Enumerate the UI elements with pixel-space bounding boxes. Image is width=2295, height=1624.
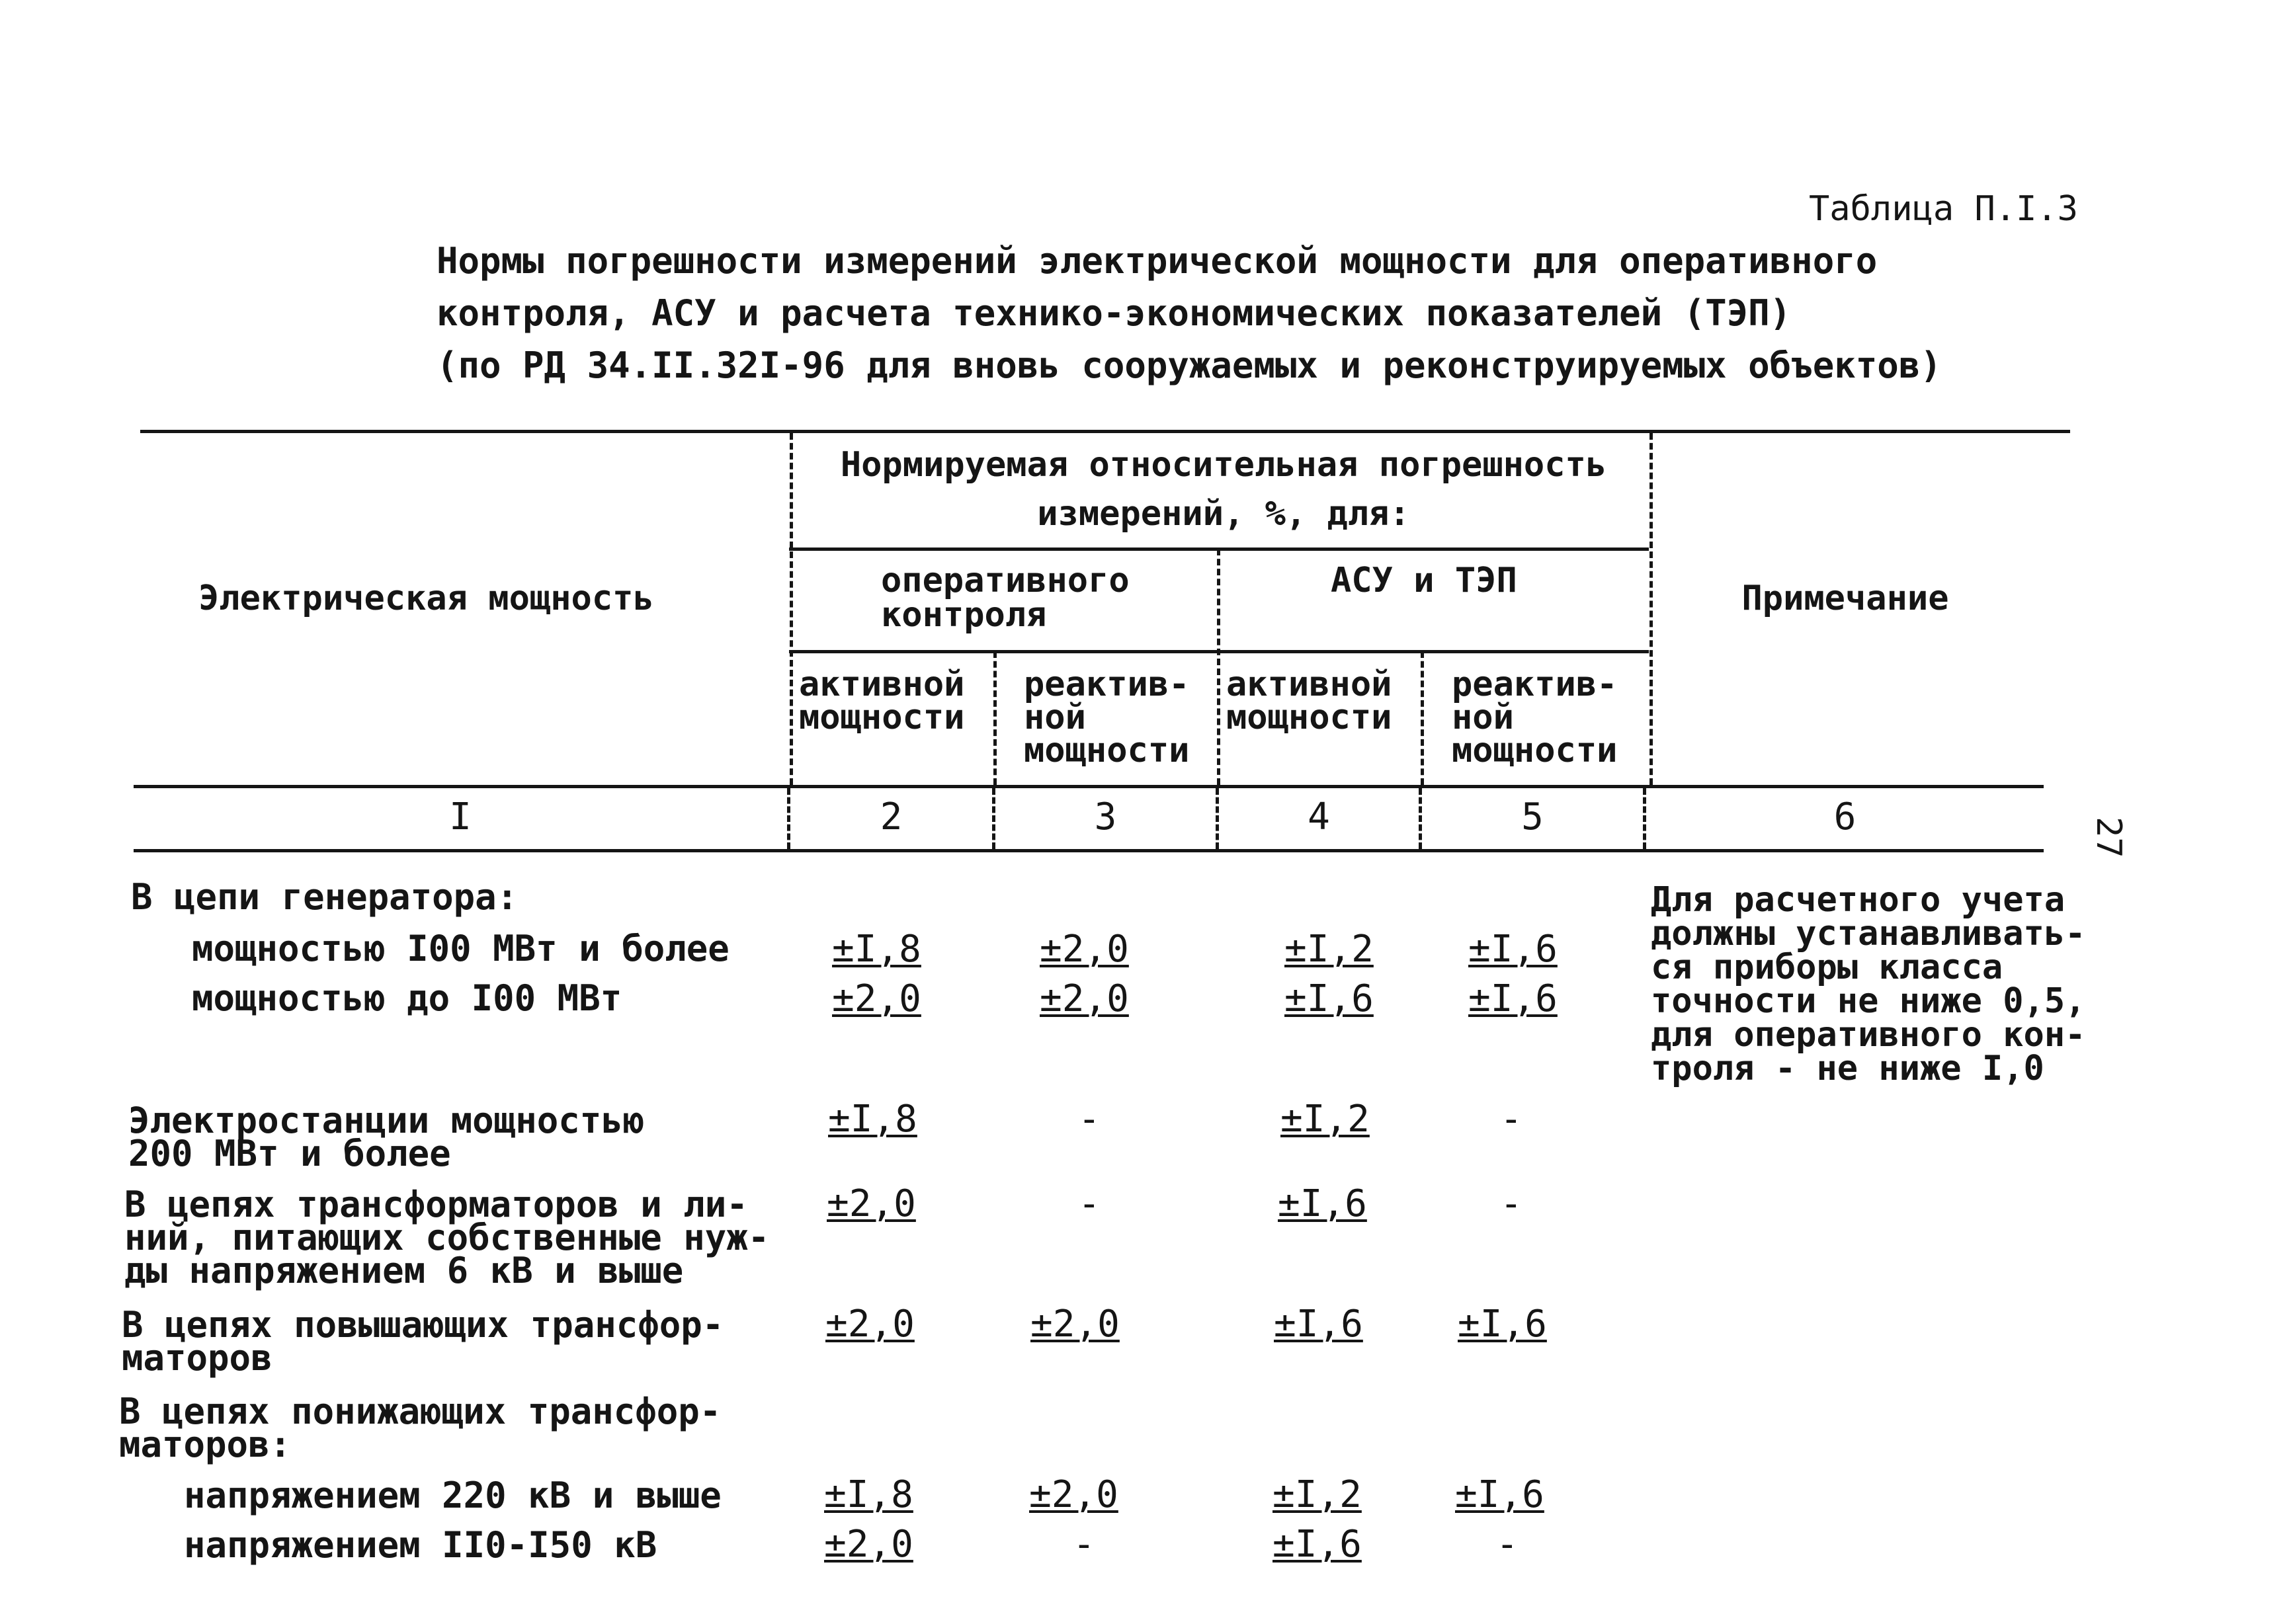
row-label-station-2: 200 МВт и более (128, 1133, 451, 1174)
cell-r1-c4: ±I,2 (1284, 928, 1374, 971)
header-divider-1 (790, 433, 793, 785)
note-line-3: ся приборы класса (1651, 948, 2003, 987)
col-number-5: 5 (1521, 795, 1544, 838)
table-number: Таблица П.I.3 (1809, 189, 2078, 229)
header-active-2-line-1: активной (1226, 665, 1392, 704)
cell-r5-c4: ±I,6 (1274, 1303, 1363, 1346)
note-line-2: должны устанавливать- (1651, 914, 2086, 954)
cell-r1-c3: ±2,0 (1040, 928, 1129, 971)
cell-r2-c2: ±2,0 (832, 977, 921, 1020)
cell-r8-c5: - (1496, 1523, 1519, 1566)
header-divider-3 (1217, 549, 1220, 785)
header-asu-tep: АСУ и ТЭП (1331, 561, 1517, 600)
header-reactive-2-line-1: реактив- (1452, 665, 1618, 704)
cell-r7-c4: ±I,2 (1273, 1473, 1362, 1516)
col-number-4: 4 (1308, 795, 1330, 838)
row-label-station-1: Электростанции мощностью (128, 1100, 645, 1141)
cell-r7-c5: ±I,6 (1455, 1473, 1544, 1516)
cell-r4-c4: ±I,6 (1278, 1182, 1367, 1225)
cell-r4-c2: ±2,0 (827, 1182, 916, 1225)
header-reactive-2-line-3: мощности (1452, 731, 1618, 770)
row-label-stepup-1: В цепях повышающих трансфор- (122, 1304, 724, 1346)
cell-r4-c3: - (1078, 1182, 1101, 1225)
cell-r3-c5: - (1500, 1098, 1523, 1141)
table-title-line-3: (по РД 34.II.32I-96 для вновь сооружаемых и реконструируемых объектов) (437, 345, 1942, 386)
header-divider-2 (1649, 433, 1653, 785)
header-reactive-1-line-3: мощности (1024, 731, 1190, 770)
cell-r1-c2: ±I,8 (832, 928, 921, 971)
header-col1: Электрическая мощность (198, 579, 654, 618)
row-label-220kv: напряжением 220 кВ и выше (184, 1475, 722, 1516)
header-group-title-2: измерений, %, для: (1037, 494, 1410, 534)
col-number-2: 2 (880, 795, 903, 838)
cell-r8-c3: - (1073, 1523, 1095, 1566)
cell-r3-c3: - (1078, 1098, 1101, 1141)
row-label-gen-under-100: мощностью до I00 МВт (192, 977, 622, 1019)
cell-r8-c2: ±2,0 (824, 1523, 913, 1566)
note-line-1: Для расчетного учета (1651, 880, 2066, 920)
row-label-aux-3: ды напряжением 6 кВ и выше (124, 1250, 684, 1291)
cell-r5-c2: ±2,0 (825, 1303, 915, 1346)
header-op-control-1: оперативного (881, 561, 1130, 600)
cell-r4-c5: - (1500, 1182, 1523, 1225)
col-number-6: 6 (1833, 795, 1857, 838)
row-label-aux-2: ний, питающих собственные нуж- (124, 1217, 770, 1258)
header-active-1-line-2: мощности (799, 698, 965, 737)
cell-r7-c2: ±I,8 (824, 1473, 913, 1516)
cell-r5-c3: ±2,0 (1030, 1303, 1120, 1346)
col-number-1: I (449, 795, 472, 838)
note-line-5: для оперативного кон- (1651, 1015, 2086, 1055)
header-reactive-2-line-2: ной (1452, 698, 1514, 737)
row-label-stepup-2: маторов (122, 1337, 272, 1379)
row-label-aux-1: В цепях трансформаторов и ли- (124, 1184, 748, 1225)
cell-r2-c5: ±I,6 (1468, 977, 1558, 1020)
cell-r1-c5: ±I,6 (1468, 928, 1558, 971)
row-label-110-150kv: напряжением II0-I50 кВ (184, 1524, 657, 1566)
table-title-line-1: Нормы погрешности измерений электрической мощности для оперативного (437, 240, 1878, 282)
header-note: Примечание (1741, 579, 1949, 618)
row-label-gen-100-plus: мощностью I00 МВт и более (192, 928, 730, 969)
header-bottom-rule (134, 785, 2044, 788)
cell-r7-c3: ±2,0 (1029, 1473, 1118, 1516)
page-number: 27 (2089, 817, 2128, 858)
note-line-4: точности не ниже 0,5, (1651, 981, 2086, 1021)
colnum-bottom-rule (134, 849, 2044, 852)
row-label-stepdown-1: В цепях понижающих трансфор- (119, 1391, 722, 1432)
header-divider-5 (1421, 651, 1424, 785)
cell-r3-c4: ±I,2 (1280, 1098, 1370, 1141)
header-reactive-1-line-2: ной (1024, 698, 1086, 737)
header-active-1-line-1: активной (799, 665, 965, 704)
table-title-line-2: контроля, АСУ и расчета технико-экономических показателей (ТЭП) (437, 292, 1792, 334)
row-label-stepdown-2: маторов: (119, 1424, 292, 1465)
cell-r2-c4: ±I,6 (1284, 977, 1374, 1020)
row-label-generator: В цепи генератора: (131, 876, 519, 918)
col-number-3: 3 (1094, 795, 1117, 838)
header-reactive-1-line-1: реактив- (1024, 665, 1190, 704)
cell-r2-c3: ±2,0 (1040, 977, 1129, 1020)
header-group-title-1: Нормируемая относительная погрешность (840, 445, 1607, 485)
note-line-6: троля - не ниже I,0 (1651, 1049, 2044, 1088)
header-op-control-2: контроля (881, 595, 1047, 635)
header-divider-4 (993, 651, 997, 785)
cell-r3-c2: ±I,8 (828, 1098, 917, 1141)
cell-r8-c4: ±I,6 (1273, 1523, 1362, 1566)
cell-r5-c5: ±I,6 (1458, 1303, 1547, 1346)
header-active-2-line-2: мощности (1226, 698, 1392, 737)
table-top-rule (140, 430, 2070, 433)
